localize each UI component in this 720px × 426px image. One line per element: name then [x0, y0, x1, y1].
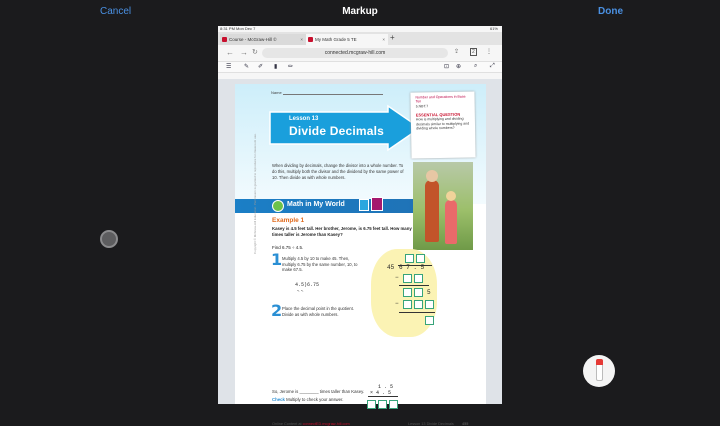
step-2-text: Place the decimal point in the quotient. Divide as with whole numbers. — [282, 306, 354, 317]
mcgraw-hill-icon — [308, 37, 313, 42]
markup-title: Markup — [342, 6, 378, 17]
pen-icon[interactable]: ✎ — [244, 64, 250, 70]
name-line — [283, 94, 383, 95]
long-division-setup: 4.5)6.75 — [295, 282, 320, 288]
subtraction-line — [399, 312, 435, 313]
copyright-sidebar: Copyright © McGraw-Hill Education. Permission is granted to reproduce for classroom use. — [253, 133, 257, 254]
kids-photo — [413, 162, 473, 250]
boy-head — [426, 170, 438, 182]
answer-box[interactable] — [425, 316, 434, 325]
highlighter-icon[interactable]: ▮ — [274, 64, 278, 70]
forward-icon[interactable]: → — [240, 48, 248, 57]
girl-head — [446, 191, 456, 201]
essential-question-card — [410, 91, 475, 158]
textbook-page — [235, 84, 486, 426]
answer-box[interactable] — [403, 300, 412, 309]
answer-box[interactable] — [367, 400, 376, 409]
tab-count-button[interactable]: 2 — [472, 49, 475, 55]
menu-icon[interactable]: ⋮ — [486, 49, 492, 55]
back-icon[interactable]: ← — [226, 48, 234, 57]
dividend-value: 6 7 . 5 — [399, 264, 425, 271]
browser-tabs — [218, 32, 502, 45]
url-text: connected.mcgraw-hill.com — [324, 50, 386, 56]
answer-box[interactable] — [389, 400, 398, 409]
subtraction-line — [399, 285, 429, 286]
close-tab-icon[interactable]: × — [300, 37, 303, 42]
answer-box[interactable] — [416, 254, 425, 263]
close-tab-icon[interactable]: × — [382, 37, 385, 42]
markup-toolbar — [0, 0, 720, 26]
tutor-icon[interactable] — [371, 197, 383, 211]
division-bar — [398, 265, 432, 266]
answer-box[interactable] — [414, 274, 423, 283]
answer-box[interactable] — [403, 274, 412, 283]
ipad-screenshot — [218, 26, 502, 426]
multiplier: × 4 . 5 — [370, 390, 392, 396]
answer-box[interactable] — [403, 288, 412, 297]
find-prompt: Find 6.75 ÷ 4.5. — [272, 245, 304, 250]
minus-sign: − — [395, 274, 399, 281]
zoom-icon[interactable]: ⊕ — [456, 64, 462, 70]
fullscreen-icon[interactable]: ⤢ — [490, 63, 495, 69]
essential-question-heading: ESSENTIAL QUESTION — [415, 111, 461, 118]
video-icon[interactable] — [359, 199, 369, 211]
ebook-viewer — [218, 79, 502, 426]
boy-figure — [425, 180, 439, 242]
footer-online-label: Online Content at — [272, 422, 302, 426]
list-icon[interactable]: ☰ — [226, 64, 232, 70]
footer-url[interactable]: connectED.mcgraw-hill.com — [302, 422, 350, 426]
check-label: Check — [272, 397, 285, 402]
pen-tip — [596, 359, 603, 365]
search-icon[interactable]: ⌕ — [474, 63, 478, 69]
answer-box[interactable] — [414, 300, 423, 309]
multiply-arrows: ↖ ↖ — [297, 289, 304, 293]
check-multiplication — [370, 384, 393, 396]
tab-label: My Math Grade 5 TE — [315, 37, 357, 42]
lesson-number: Lesson 13 — [289, 116, 319, 122]
tab-course[interactable] — [220, 34, 306, 45]
marker-icon[interactable]: ✐ — [258, 64, 264, 70]
done-button[interactable]: Done — [598, 6, 623, 17]
cancel-button[interactable]: Cancel — [100, 6, 132, 17]
status-time: 8:31 PM Mon Dec 7 — [220, 26, 256, 31]
math-in-my-world-bar — [235, 199, 413, 213]
url-field[interactable] — [262, 48, 448, 58]
address-row — [218, 45, 502, 61]
reader-toolbar — [218, 61, 502, 73]
battery-indicator: 61% — [489, 26, 498, 31]
mcgraw-hill-icon — [222, 37, 227, 42]
standard-code: 5.NBT.7 — [415, 104, 429, 109]
standard-domain: Number and Operations in Base Ten — [415, 94, 466, 104]
page-number: 455 — [462, 422, 469, 426]
check-line — [272, 397, 343, 402]
step-2-number: 2 — [271, 301, 283, 320]
pencil-icon[interactable]: ✏ — [288, 64, 294, 70]
math-in-my-world-label: Math in My World — [287, 201, 345, 208]
answer-box[interactable] — [425, 300, 434, 309]
reload-icon[interactable]: ↻ — [252, 49, 258, 56]
conclusion-text: So, Jerome is ________ times taller than Kasey. — [272, 389, 365, 394]
tab-my-math[interactable] — [306, 34, 388, 45]
name-label: Name — [271, 90, 282, 95]
footer-lesson: Lesson 13 Divide Decimals — [408, 422, 454, 426]
markup-pen-button[interactable] — [583, 355, 615, 387]
answer-box[interactable] — [414, 288, 423, 297]
answer-box[interactable] — [405, 254, 414, 263]
essential-question-text: How is multiplying and dividing decimals similar to multiplying and dividing whole numbers? — [415, 116, 470, 131]
intro-paragraph: When dividing by decimals, change the divisor into a whole number. To do this, multiply both the divisor and the dividend by the same power of 10. Then divide as with whole numbers. — [272, 163, 404, 180]
multiplication-line — [368, 396, 398, 397]
step-1-text: Multiply 4.5 by 10 to make 45. Then, multiply 6.75 by the same number, 10, to make 67.5. — [282, 256, 358, 273]
multiplicand: 1 . 5 — [378, 384, 394, 390]
example-text: Kasey is 4.5 feet tall. Her brother, Jerome, is 6.75 feet tall. How many times taller is Jerome than Kasey? — [272, 226, 412, 237]
bring-down-digit: 5 — [427, 289, 431, 296]
minus-sign: − — [395, 300, 399, 307]
answer-box[interactable] — [378, 400, 387, 409]
new-tab-button[interactable]: + — [390, 33, 395, 42]
globe-icon — [272, 200, 284, 212]
fit-icon[interactable]: ⊡ — [444, 64, 450, 70]
tab-label: Course - McGraw-Hill © — [229, 37, 277, 42]
check-text: Multiply to check your answer. — [286, 397, 344, 402]
page-footer — [272, 422, 482, 426]
lesson-title: Divide Decimals — [289, 124, 385, 138]
share-icon[interactable]: ⇪ — [454, 49, 460, 55]
page-control-button[interactable] — [100, 230, 118, 248]
step-1-number: 1 — [271, 250, 283, 269]
example-title: Example 1 — [272, 217, 305, 224]
divisor-value: 45 — [387, 264, 395, 271]
girl-figure — [445, 200, 457, 244]
